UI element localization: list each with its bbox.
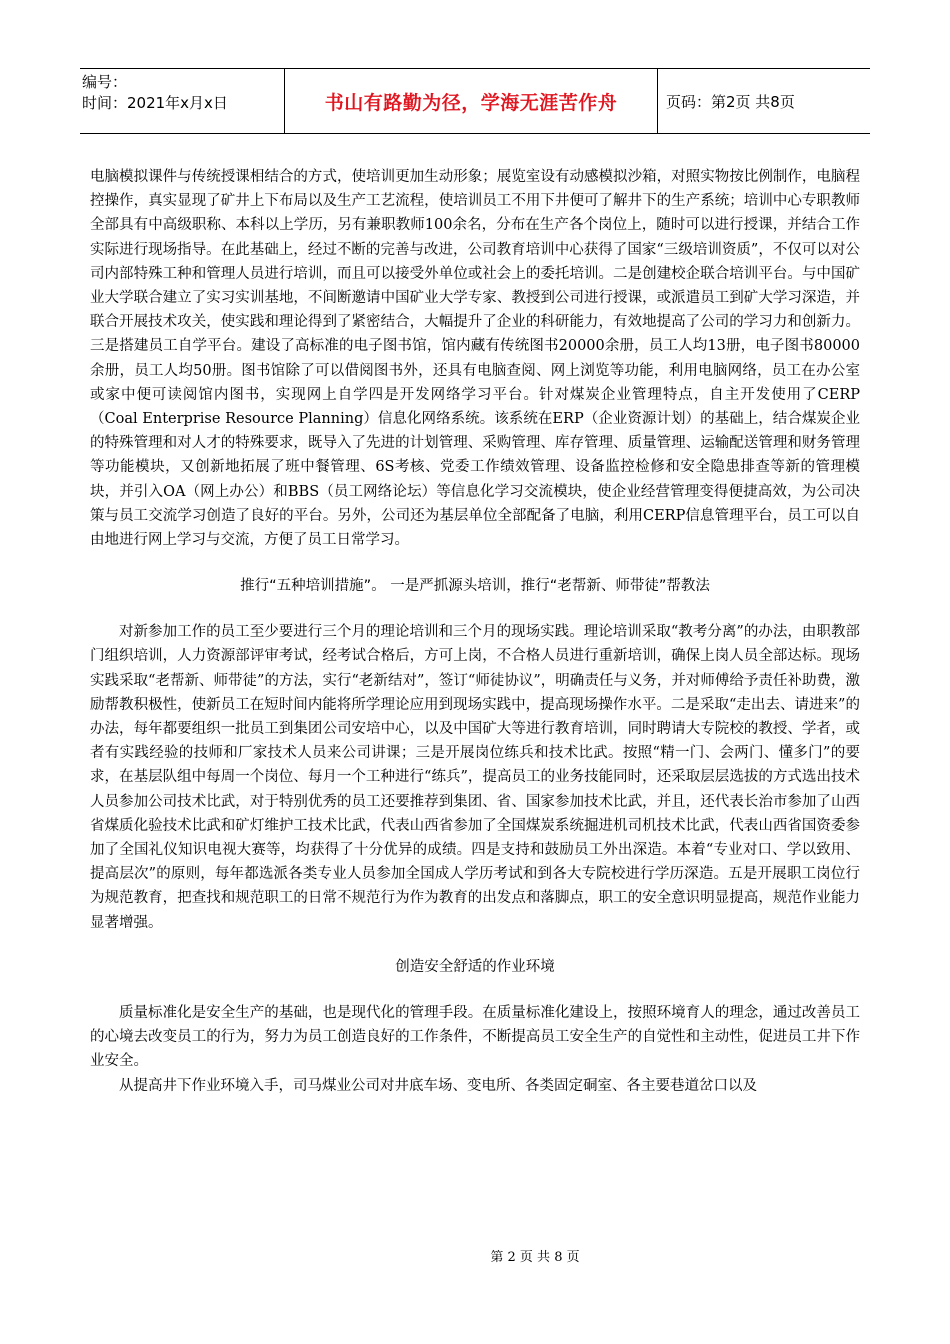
motto-text: 书山有路勤为径，学海无涯苦作舟 [324,91,618,114]
header-meta [80,69,285,133]
body-paragraph-1: 电脑模拟课件与传统授课相结合的方式，使培训更加生动形象；展览室设有动感模拟沙箱，对照实物按比例制作，电脑程控操作，真实显现了矿井上下布局以及生产工艺流程，使培训员工不用下井便可了解井下的生产系统；培训中心专职教师全部具有中高级职称、本科以上学历，另有兼职教师100余名，分布在生产各个岗位上，随时可以进行授课，并结合工作实际进行现场指导。在此基础上，经过不断的完善与改进，公司教育培训中心获得了国家“三级培训资质”，不仅可以对公司内部特殊工种和管理人员进行培训，而且可以接受外单位或社会上的委托培训。二是创建校企联合培训平台。与中国矿业大学联合建立了实习实训基地，不间断邀请中国矿业大学专家、教授到公司进行授课，或派遣员工到矿大学习深造，并联合开展技术攻关，使实践和理论得到了紧密结合，大幅提升了企业的科研能力，有效地提高了公司的学习力和创新力。三是搭建员工自学平台。建设了高标准的电子图书馆，馆内藏有传统图书20000余册，员工人均13册，电子图书80000余册，员工人均50册。图书馆除了可以借阅图书外，还具有电脑查阅、网上浏览等功能，利用电脑网络，员工在办公室或家中便可读阅馆内图书，实现网上自学四是开发网络学习平台。针对煤炭企业管理特点，自主开发使用了CERP（Coal Enterprise Resource Planning）信息化网络系统。该系统在ERP（企业资源计划）的基础上，结合煤炭企业的特殊管理和对人才的特殊要求，既导入了先进的计划管理、采购管理、库存管理、质量管理、运输配送管理和财务管理等功能模块，又创新地拓展了班中餐管理、6S考核、党委工作绩效管理、设备监控检修和安全隐患排查等新的管理模块，并引入OA（网上办公）和BBS（员工网络论坛）等信息化学习交流模块，使企业经营管理变得便捷高效，为公司决策与员工交流学习创造了良好的平台。另外，公司还为基层单位全部配备了电脑，利用CERP信息管理平台，员工可以自由地进行网上学习与交流，方便了员工日常学习。 [90,169,860,549]
body-paragraph-4: 从提高井下作业环境入手，司马煤业公司对井底车场、变电所、各类固定硐室、各主要巷道岔口以及 [119,1077,757,1094]
body-paragraph-3: 质量标准化是安全生产的基础，也是现代化的管理手段。在质量标准化建设上，按照环境育人的理念，通过改善员工的心境去改变员工的行为，努力为员工创造良好的工作条件，不断提高员工安全生产的自觉性和主动性，促进员工井下作业安全。 [90,1004,860,1070]
page-header [80,68,870,134]
document-time-label: 时间：2021年x月x日 [82,94,228,112]
page-number-label: 页码：第2页 共8页 [666,92,795,111]
document-number-label: 编号： [82,73,128,91]
page-footer [0,1246,950,1265]
section-heading-work-environment: 创造安全舒适的作业环境 [395,958,555,975]
header-motto [285,69,658,133]
body-paragraph-2: 对新参加工作的员工至少要进行三个月的理论培训和三个月的现场实践。理论培训采取“教考分离”的办法，由职教部门组织培训，人力资源部评审考试，经考试合格后，方可上岗，不合格人员进行重新培训，确保上岗人员全部达标。现场实践采取“老帮新、师带徒”的方法，实行“老新结对”，签订“师徒协议”，明确责任与义务，并对师傅给予责任补助费，激励帮教积极性，使新员工在短时间内能将所学理论应用到现场实践中，提高现场操作水平。二是采取“走出去、请进来”的办法，每年都要组织一批员工到集团公司安培中心，以及中国矿大等进行教育培训，同时聘请大专院校的教授、学者，或者有实践经验的技师和厂家技术人员来公司讲课；三是开展岗位练兵和技术比武。按照“精一门、会两门、懂多门”的要求，在基层队组中每周一个岗位、每月一个工种进行“练兵”，提高员工的业务技能同时，还采取层层选拔的方式选出技术人员参加公司技术比武，对于特别优秀的员工还要推荐到集团、省、国家参加技术比武，并且，还代表长治市参加了山西省煤质化验技术比武和矿灯维护工技术比武，代表山西省参加了全国煤炭系统掘进机司机技术比武，代表山西省国资委参加了全国礼仪知识电视大赛等，均获得了十分优异的成绩。四是支持和鼓励员工外出深造。本着“专业对口、学以致用、提高层次”的原则，每年都选派各类专业人员参加全国成人学历考试和到各大专院校进行学历深造。五是开展职工岗位行为规范教育，把查找和规范职工的日常不规范行为作为教育的出发点和落脚点，职工的安全意识明显提高，规范作业能力显著增强。 [90,624,860,931]
document-body [90,165,860,1098]
section-heading-training-measures: 推行“五种培训措施”。 一是严抓源头培训，推行“老帮新、师带徒”帮教法 [240,578,710,595]
footer-page-number: 第 2 页 共 8 页 [490,1250,580,1265]
header-page-info [658,69,870,133]
